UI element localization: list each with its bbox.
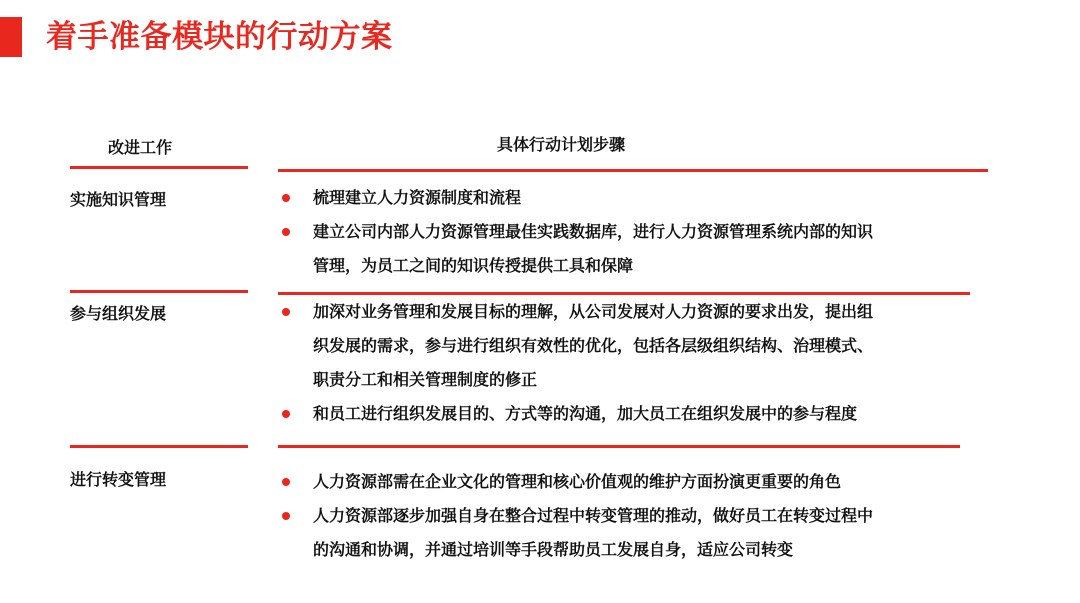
bullet-item bbox=[282, 465, 873, 499]
bullet-text-line: 人力资源部需在企业文化的管理和核心价值观的维护方面扮演更重要的角色 bbox=[313, 472, 842, 491]
bullet-item bbox=[282, 181, 873, 215]
row-bullets-org-development bbox=[282, 295, 873, 431]
bullet-text-line: 管理，为员工之间的知识传授提供工具和保障 bbox=[313, 256, 634, 275]
bullet-dot-icon bbox=[282, 228, 290, 236]
row-label-knowledge-management: 实施知识管理 bbox=[70, 190, 167, 209]
bullet-text-line: 织发展的需求，参与进行组织有效性的优化，包括各层级组织结构、治理模式、 bbox=[313, 336, 874, 355]
bullet-text-line: 的沟通和协调，并通过培训等手段帮助员工发展自身，适应公司转变 bbox=[313, 540, 794, 559]
bullet-dot-icon bbox=[282, 194, 290, 202]
bullet-text-line: 和员工进行组织发展目的、方式等的沟通，加大员工在组织发展中的参与程度 bbox=[313, 404, 858, 423]
bullet-text-line: 职责分工和相关管理制度的修正 bbox=[313, 370, 538, 389]
bullet-dot-icon bbox=[282, 512, 290, 520]
slide-title: 着手准备模块的行动方案 bbox=[46, 19, 393, 55]
row-divider-left bbox=[70, 290, 248, 293]
bullet-text-line: 人力资源部逐步加强自身在整合过程中转变管理的推动，做好员工在转变过程中 bbox=[313, 506, 874, 525]
header-rule-right bbox=[278, 169, 988, 172]
bullet-dot-icon bbox=[282, 410, 290, 418]
bullet-item bbox=[282, 295, 873, 397]
row-bullets-knowledge-management bbox=[282, 181, 873, 283]
bullet-item bbox=[282, 499, 873, 567]
row-label-change-management: 进行转变管理 bbox=[70, 470, 167, 489]
row-label-org-development: 参与组织发展 bbox=[70, 304, 167, 323]
row-bullets-change-management bbox=[282, 465, 873, 567]
bullet-text-line: 加深对业务管理和发展目标的理解，从公司发展对人力资源的要求出发，提出组 bbox=[313, 302, 874, 321]
bullet-dot-icon bbox=[282, 308, 290, 316]
column-header-action-steps: 具体行动计划步骤 bbox=[497, 135, 626, 154]
header-rule-left bbox=[70, 166, 248, 169]
bullet-text-line: 梳理建立人力资源制度和流程 bbox=[313, 188, 522, 207]
bullet-text-line: 建立公司内部人力资源管理最佳实践数据库，进行人力资源管理系统内部的知识 bbox=[313, 222, 874, 241]
bullet-item bbox=[282, 397, 873, 431]
title-accent-bar bbox=[0, 17, 22, 57]
bullet-dot-icon bbox=[282, 478, 290, 486]
bullet-item bbox=[282, 215, 873, 283]
row-divider-right bbox=[278, 445, 960, 448]
row-divider-left bbox=[70, 445, 248, 448]
column-header-improvement: 改进工作 bbox=[108, 138, 173, 157]
